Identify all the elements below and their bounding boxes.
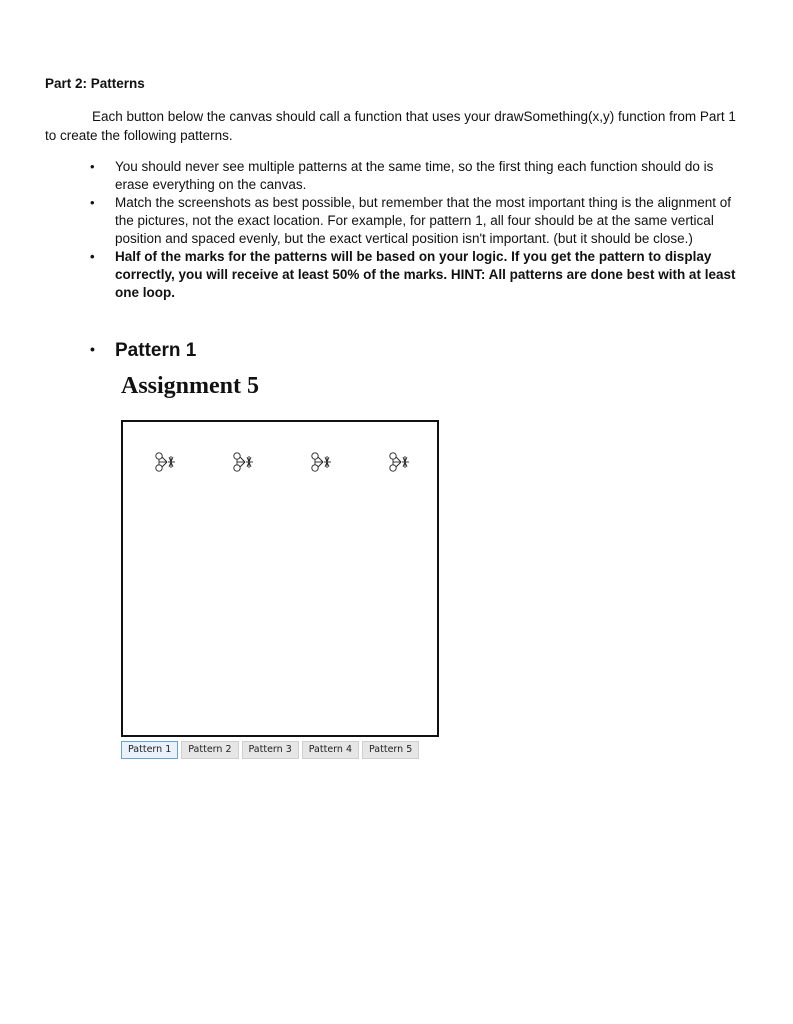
bullet-item bbox=[90, 248, 740, 302]
bullet-text: You should never see multiple patterns at the same time, so the first thing each function should do is erase everything on the canvas. bbox=[115, 159, 714, 192]
pattern-button-bar bbox=[121, 741, 419, 759]
intro-paragraph: Each button below the canvas should call a function that uses your drawSomething(x,y) function from Part 1 to create the following patterns. bbox=[45, 109, 736, 143]
screenshot-title: Assignment 5 bbox=[121, 373, 260, 399]
drawn-figure bbox=[156, 453, 175, 471]
bullet-icon: • bbox=[90, 195, 95, 210]
bullet-item bbox=[90, 158, 740, 194]
pattern-4-button[interactable]: Pattern 4 bbox=[302, 741, 359, 759]
bullet-item bbox=[90, 194, 740, 248]
canvas-figures bbox=[123, 422, 437, 735]
bullet-icon: • bbox=[90, 159, 95, 174]
section-title: Part 2: Patterns bbox=[45, 76, 145, 91]
bullet-icon: • bbox=[90, 341, 95, 357]
drawn-figure bbox=[312, 453, 331, 471]
pattern-1-button[interactable]: Pattern 1 bbox=[121, 741, 178, 759]
drawn-figure bbox=[234, 453, 253, 471]
drawing-canvas bbox=[121, 420, 439, 737]
pattern-2-button[interactable]: Pattern 2 bbox=[181, 741, 238, 759]
pattern-3-button[interactable]: Pattern 3 bbox=[242, 741, 299, 759]
drawn-figure bbox=[390, 453, 409, 471]
bullet-text: Match the screenshots as best possible, but remember that the most important thing is the alignment of the pictures, not the exact location. For example, for pattern 1, all four should be at the same vertical position and spaced evenly, but the exact vertical position isn't important. (but it should be close.) bbox=[115, 195, 732, 246]
requirements-list bbox=[90, 158, 740, 302]
bullet-icon: • bbox=[90, 249, 95, 264]
pattern-5-button[interactable]: Pattern 5 bbox=[362, 741, 419, 759]
pattern-heading-text: Pattern 1 bbox=[115, 340, 197, 361]
pattern-heading bbox=[90, 340, 196, 362]
bullet-text: Half of the marks for the patterns will be based on your logic. If you get the pattern to display correctly, you will receive at least 50% of the marks. HINT: All patterns are done best with at least one loop. bbox=[115, 249, 736, 300]
